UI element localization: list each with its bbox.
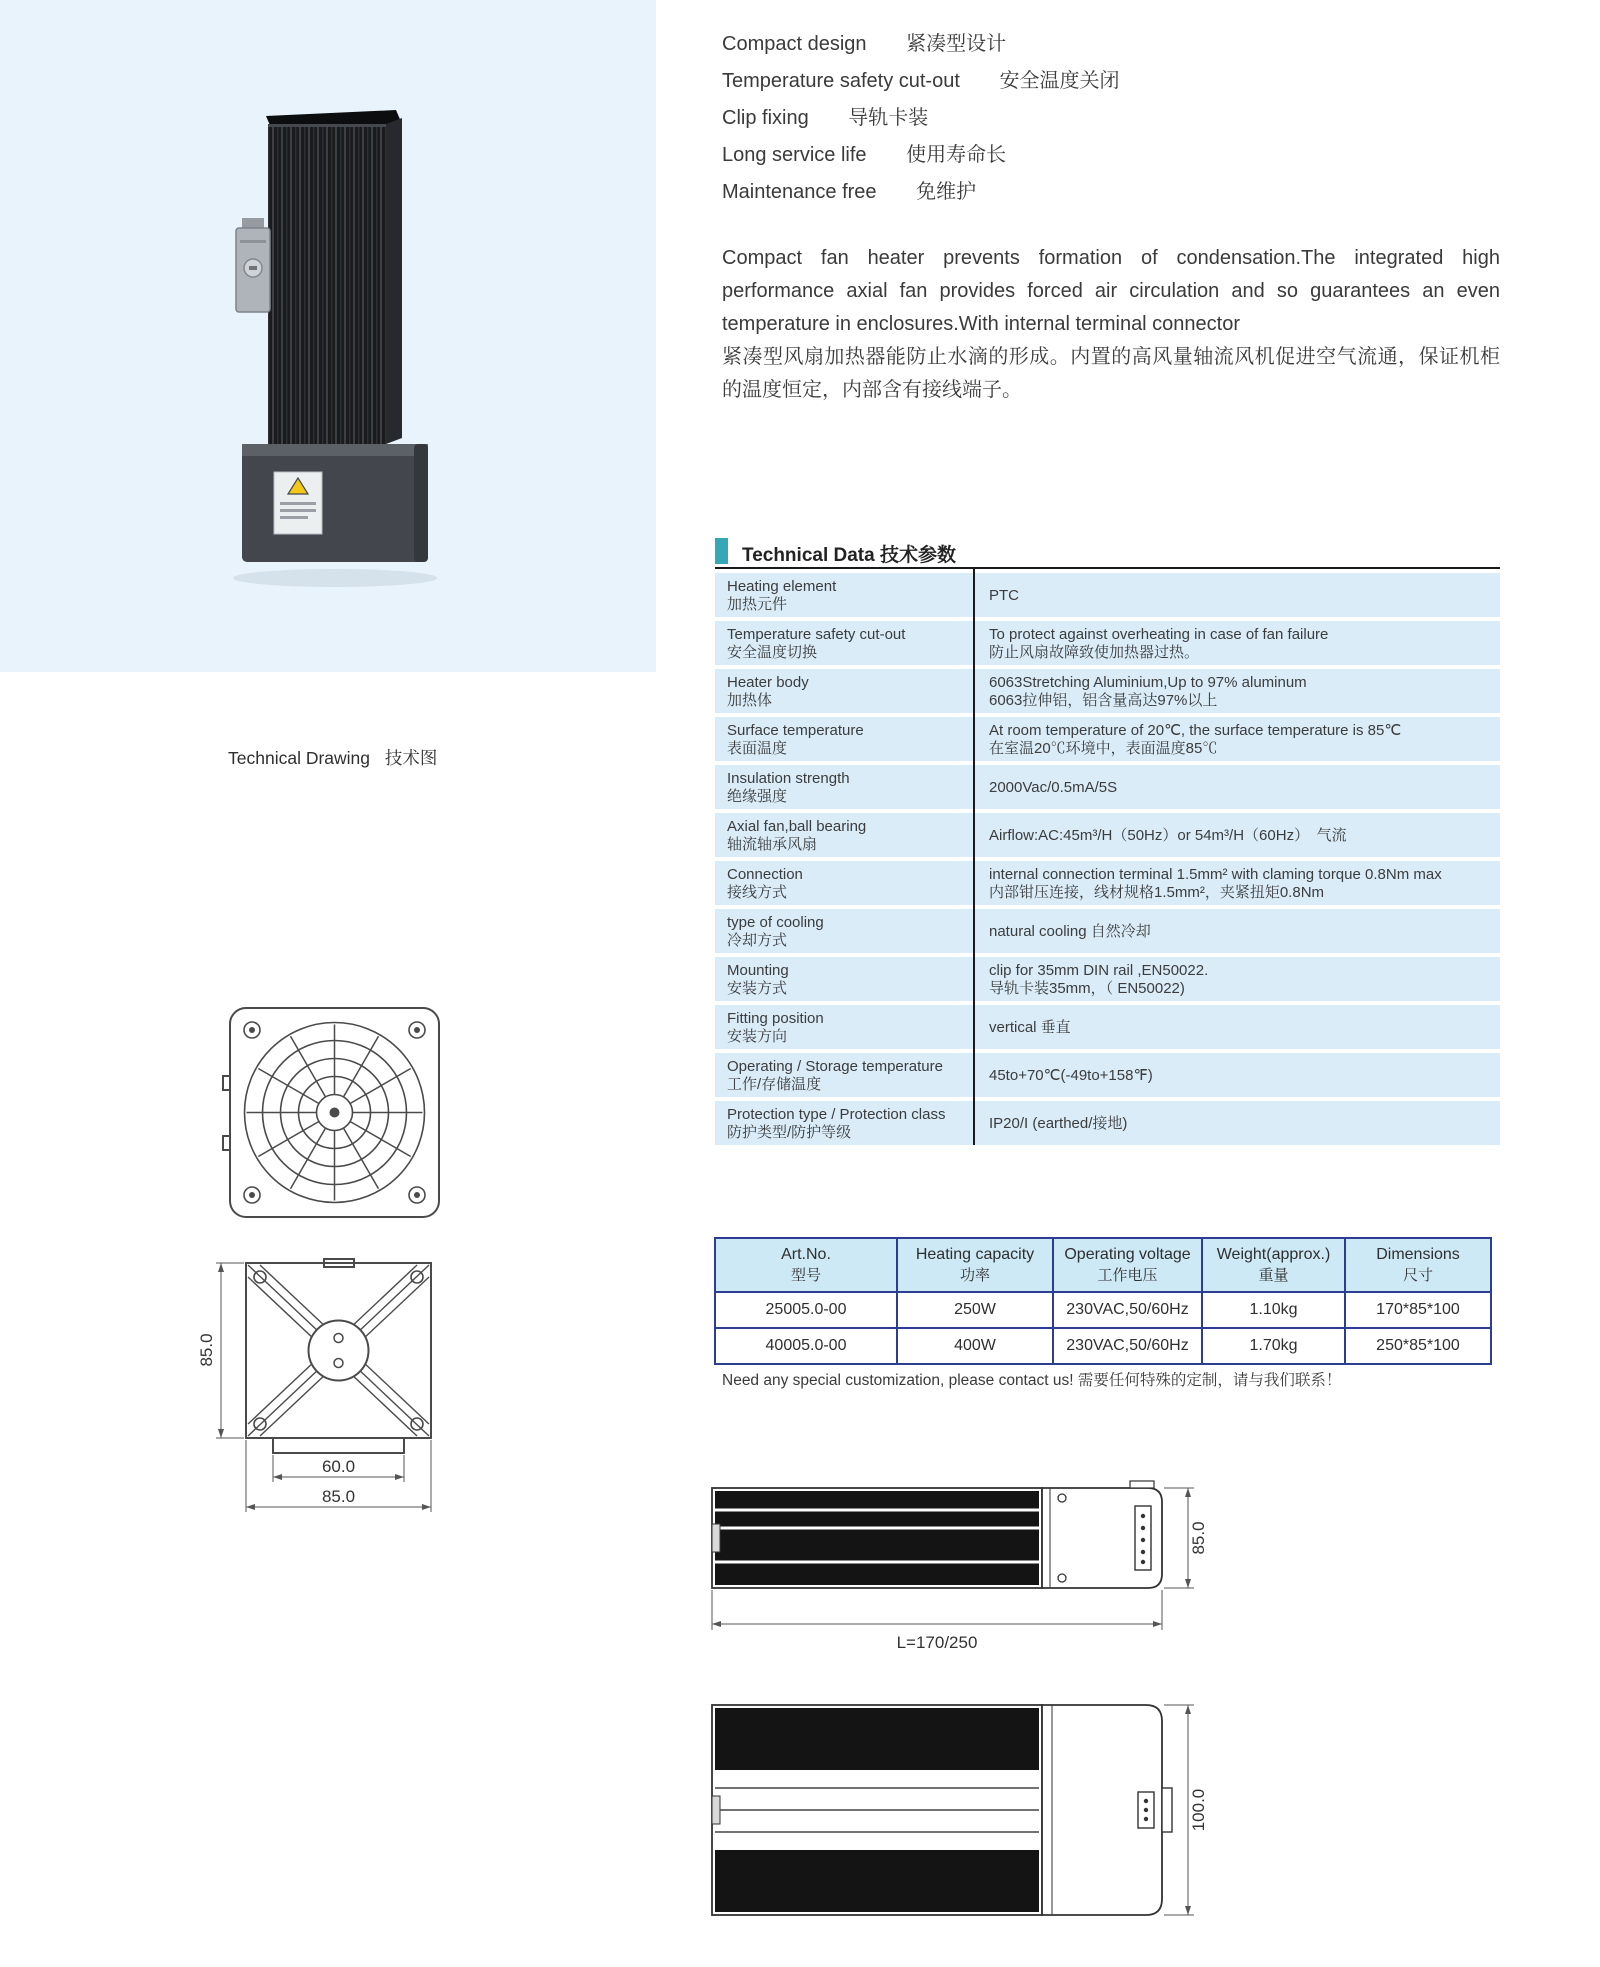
column-header-en: Heating capacity bbox=[915, 1246, 1035, 1263]
dim-rear-width: 85.0 bbox=[321, 1487, 356, 1506]
spec-value-en: PTC bbox=[989, 586, 1019, 604]
spec-value bbox=[973, 861, 1500, 905]
dim-bottom-height: 100.0 bbox=[1189, 1788, 1208, 1832]
technical-data-header bbox=[715, 537, 1500, 569]
product-cell: 25005.0-00 bbox=[716, 1293, 898, 1327]
product-description bbox=[722, 242, 1500, 407]
spec-label-cn: 绝缘强度 bbox=[727, 787, 788, 805]
spec-label-cn: 安全温度切换 bbox=[727, 643, 818, 661]
feature-label-en: Temperature safety cut-out bbox=[722, 70, 960, 92]
description-en: Compact fan heater prevents formation of condensation.The integrated high performance axial fan provides forced air circulation and so guarantees an even temperature in enclosures.With internal terminal connector bbox=[722, 247, 1500, 335]
spec-label-cn: 防护类型/防护等级 bbox=[727, 1123, 852, 1141]
technical-data-row bbox=[715, 1101, 1500, 1145]
spec-value bbox=[973, 813, 1500, 857]
technical-data-row bbox=[715, 909, 1500, 953]
feature-label-cn: 免维护 bbox=[916, 181, 977, 203]
feature-item bbox=[722, 137, 1119, 174]
spec-label-en: Heating element bbox=[727, 577, 837, 595]
column-header-en: Art.No. bbox=[781, 1246, 831, 1263]
spec-value-cn: 防止风扇故障致使加热器过热。 bbox=[989, 643, 1200, 661]
feature-item bbox=[722, 63, 1119, 100]
dim-side-height: 85.0 bbox=[1189, 1521, 1208, 1555]
technical-data-row bbox=[715, 813, 1500, 857]
spec-label-cn: 接线方式 bbox=[727, 883, 788, 901]
feature-label-en: Long service life bbox=[722, 144, 867, 166]
spec-value-cn: 在室温20℃环境中，表面温度85℃ bbox=[989, 739, 1218, 757]
technical-data-row bbox=[715, 1005, 1500, 1049]
feature-label-en: Clip fixing bbox=[722, 107, 809, 129]
spec-value-en: 45to+70℃(-49to+158℉) bbox=[989, 1066, 1153, 1084]
product-cell: 230VAC,50/60Hz bbox=[1054, 1293, 1203, 1327]
technical-data-rows bbox=[715, 573, 1500, 1149]
spec-label-cn: 加热体 bbox=[727, 691, 773, 709]
dim-rear-inner-width: 60.0 bbox=[321, 1457, 356, 1476]
feature-label-cn: 导轨卡装 bbox=[848, 107, 929, 129]
spec-value bbox=[973, 573, 1500, 617]
spec-label-cn: 工作/存储温度 bbox=[727, 1075, 822, 1093]
spec-label bbox=[715, 1005, 973, 1049]
spec-label bbox=[715, 1053, 973, 1097]
spec-value-en: At room temperature of 20℃, the surface temperature is 85℃ bbox=[989, 721, 1402, 739]
product-column-header bbox=[1203, 1239, 1346, 1291]
spec-label-en: Connection bbox=[727, 865, 803, 883]
spec-label-cn: 加热元件 bbox=[727, 595, 788, 613]
product-table bbox=[714, 1237, 1492, 1365]
column-header-en: Dimensions bbox=[1376, 1246, 1460, 1263]
feature-label-en: Compact design bbox=[722, 33, 867, 55]
product-table-header bbox=[716, 1239, 1490, 1291]
spec-value-en: clip for 35mm DIN rail ,EN50022. bbox=[989, 961, 1209, 979]
technical-drawing-label-en: Technical Drawing bbox=[228, 748, 371, 768]
spec-label-en: Heater body bbox=[727, 673, 809, 691]
product-column-header bbox=[898, 1239, 1054, 1291]
spec-label-cn: 轴流轴承风扇 bbox=[727, 835, 818, 853]
feature-item bbox=[722, 174, 1119, 211]
column-header-en: Weight(approx.) bbox=[1216, 1246, 1331, 1263]
description-cn: 紧凑型风扇加热器能防止水滴的形成。内置的高风量轴流风机促进空气流通，保证机柜的温度恒定，内部含有接线端子。 bbox=[722, 346, 1500, 401]
product-column-header bbox=[1054, 1239, 1203, 1291]
spec-label-en: type of cooling bbox=[727, 913, 824, 931]
feature-label-en: Maintenance free bbox=[722, 181, 877, 203]
header-underline bbox=[715, 567, 1500, 569]
technical-data-row bbox=[715, 669, 1500, 713]
product-cell: 40005.0-00 bbox=[716, 1329, 898, 1363]
spec-label bbox=[715, 717, 973, 761]
column-header-cn: 尺寸 bbox=[1402, 1267, 1433, 1284]
spec-value bbox=[973, 1101, 1500, 1145]
spec-value-en: Airflow:AC:45m³/H（50Hz）or 54m³/H（60Hz） 气流 bbox=[989, 826, 1347, 844]
product-cell: 1.10kg bbox=[1203, 1293, 1346, 1327]
technical-data-row bbox=[715, 957, 1500, 1001]
spec-value bbox=[973, 621, 1500, 665]
spec-value bbox=[973, 669, 1500, 713]
spec-label-cn: 表面温度 bbox=[727, 739, 788, 757]
spec-value bbox=[973, 909, 1500, 953]
technical-data-row bbox=[715, 621, 1500, 665]
spec-label-cn: 冷却方式 bbox=[727, 931, 788, 949]
product-cell: 250W bbox=[898, 1293, 1054, 1327]
spec-value-en: vertical 垂直 bbox=[989, 1018, 1071, 1036]
spec-value-en: To protect against overheating in case of fan failure bbox=[989, 625, 1329, 643]
product-photo bbox=[200, 100, 470, 600]
spec-label-en: Protection type / Protection class bbox=[727, 1105, 946, 1123]
spec-value bbox=[973, 765, 1500, 809]
technical-drawing-label-cn: 技术图 bbox=[384, 748, 438, 768]
technical-data-title bbox=[742, 540, 956, 567]
spec-value-cn: 内部钳压连接，线材规格1.5mm²，夹紧扭矩0.8Nm bbox=[989, 883, 1325, 901]
spec-value bbox=[973, 1005, 1500, 1049]
spec-label bbox=[715, 765, 973, 809]
spec-label bbox=[715, 861, 973, 905]
feature-label-cn: 使用寿命长 bbox=[906, 144, 1007, 166]
dim-side-length: L=170/250 bbox=[896, 1633, 978, 1652]
technical-data-row bbox=[715, 717, 1500, 761]
technical-data-row bbox=[715, 765, 1500, 809]
spec-value-cn: 6063拉伸铝，铝含量高达97%以上 bbox=[989, 691, 1218, 709]
feature-item bbox=[722, 100, 1119, 137]
column-header-cn: 重量 bbox=[1258, 1267, 1289, 1284]
side-view-drawing bbox=[710, 1478, 1210, 1658]
product-cell: 400W bbox=[898, 1329, 1054, 1363]
dim-rear-height: 85.0 bbox=[197, 1333, 216, 1367]
spec-value-en: IP20/I (earthed/接地) bbox=[989, 1114, 1128, 1132]
technical-data-row bbox=[715, 573, 1500, 617]
spec-value bbox=[973, 1053, 1500, 1097]
spec-label-en: Axial fan,ball bearing bbox=[727, 817, 867, 835]
product-cell: 230VAC,50/60Hz bbox=[1054, 1329, 1203, 1363]
column-header-cn: 型号 bbox=[790, 1267, 821, 1284]
spec-label bbox=[715, 957, 973, 1001]
column-header-en: Operating voltage bbox=[1064, 1246, 1191, 1263]
table-column-divider bbox=[973, 567, 975, 1145]
column-header-cn: 工作电压 bbox=[1097, 1267, 1158, 1284]
technical-data-title-en: Technical Data bbox=[742, 545, 875, 566]
product-cell: 250*85*100 bbox=[1376, 1337, 1460, 1354]
fan-front-view-drawing bbox=[222, 1000, 447, 1225]
spec-value-en: 6063Stretching Aluminium,Up to 97% aluminum bbox=[989, 673, 1307, 691]
spec-label bbox=[715, 669, 973, 713]
product-cell: 1.70kg bbox=[1203, 1329, 1346, 1363]
spec-label-en: Fitting position bbox=[727, 1009, 824, 1027]
technical-data-row bbox=[715, 861, 1500, 905]
spec-label-en: Insulation strength bbox=[727, 769, 850, 787]
product-row bbox=[716, 1291, 1490, 1327]
bottom-view-drawing bbox=[710, 1700, 1210, 1930]
column-header-cn: 功率 bbox=[959, 1267, 990, 1284]
technical-data-title-cn: 技术参数 bbox=[879, 545, 956, 566]
technical-data-row bbox=[715, 1053, 1500, 1097]
spec-value-en: internal connection terminal 1.5mm² with claming torque 0.8Nm max bbox=[989, 865, 1442, 883]
accent-square bbox=[715, 538, 728, 564]
spec-label bbox=[715, 621, 973, 665]
spec-value-en: 2000Vac/0.5mA/5S bbox=[989, 778, 1118, 796]
product-table-body bbox=[716, 1291, 1490, 1363]
spec-value bbox=[973, 717, 1500, 761]
spec-label-cn: 安装方向 bbox=[727, 1027, 788, 1045]
spec-label-en: Temperature safety cut-out bbox=[727, 625, 906, 643]
product-column-header bbox=[1346, 1239, 1490, 1291]
technical-drawing-label bbox=[228, 745, 437, 770]
spec-label bbox=[715, 1101, 973, 1145]
fan-rear-view-drawing bbox=[176, 1258, 466, 1523]
spec-label-en: Surface temperature bbox=[727, 721, 864, 739]
spec-label-en: Operating / Storage temperature bbox=[727, 1057, 943, 1075]
feature-label-cn: 紧凑型设计 bbox=[906, 33, 1007, 55]
product-cell: 170*85*100 bbox=[1376, 1301, 1460, 1318]
feature-label-cn: 安全温度关闭 bbox=[999, 70, 1120, 92]
feature-item bbox=[722, 26, 1119, 63]
spec-label bbox=[715, 813, 973, 857]
spec-label bbox=[715, 573, 973, 617]
spec-label bbox=[715, 909, 973, 953]
feature-list bbox=[722, 26, 1119, 211]
product-column-header bbox=[716, 1239, 898, 1291]
customization-note: Need any special customization, please contact us! 需要任何特殊的定制，请与我们联系！ bbox=[722, 1372, 1342, 1389]
spec-value-cn: 导轨卡装35mm，（ EN50022) bbox=[989, 979, 1185, 997]
spec-label-en: Mounting bbox=[727, 961, 789, 979]
product-photo-panel bbox=[0, 0, 656, 672]
spec-label-cn: 安装方式 bbox=[727, 979, 788, 997]
product-row bbox=[716, 1327, 1490, 1363]
spec-value-en: natural cooling 自然冷却 bbox=[989, 922, 1151, 940]
spec-value bbox=[973, 957, 1500, 1001]
